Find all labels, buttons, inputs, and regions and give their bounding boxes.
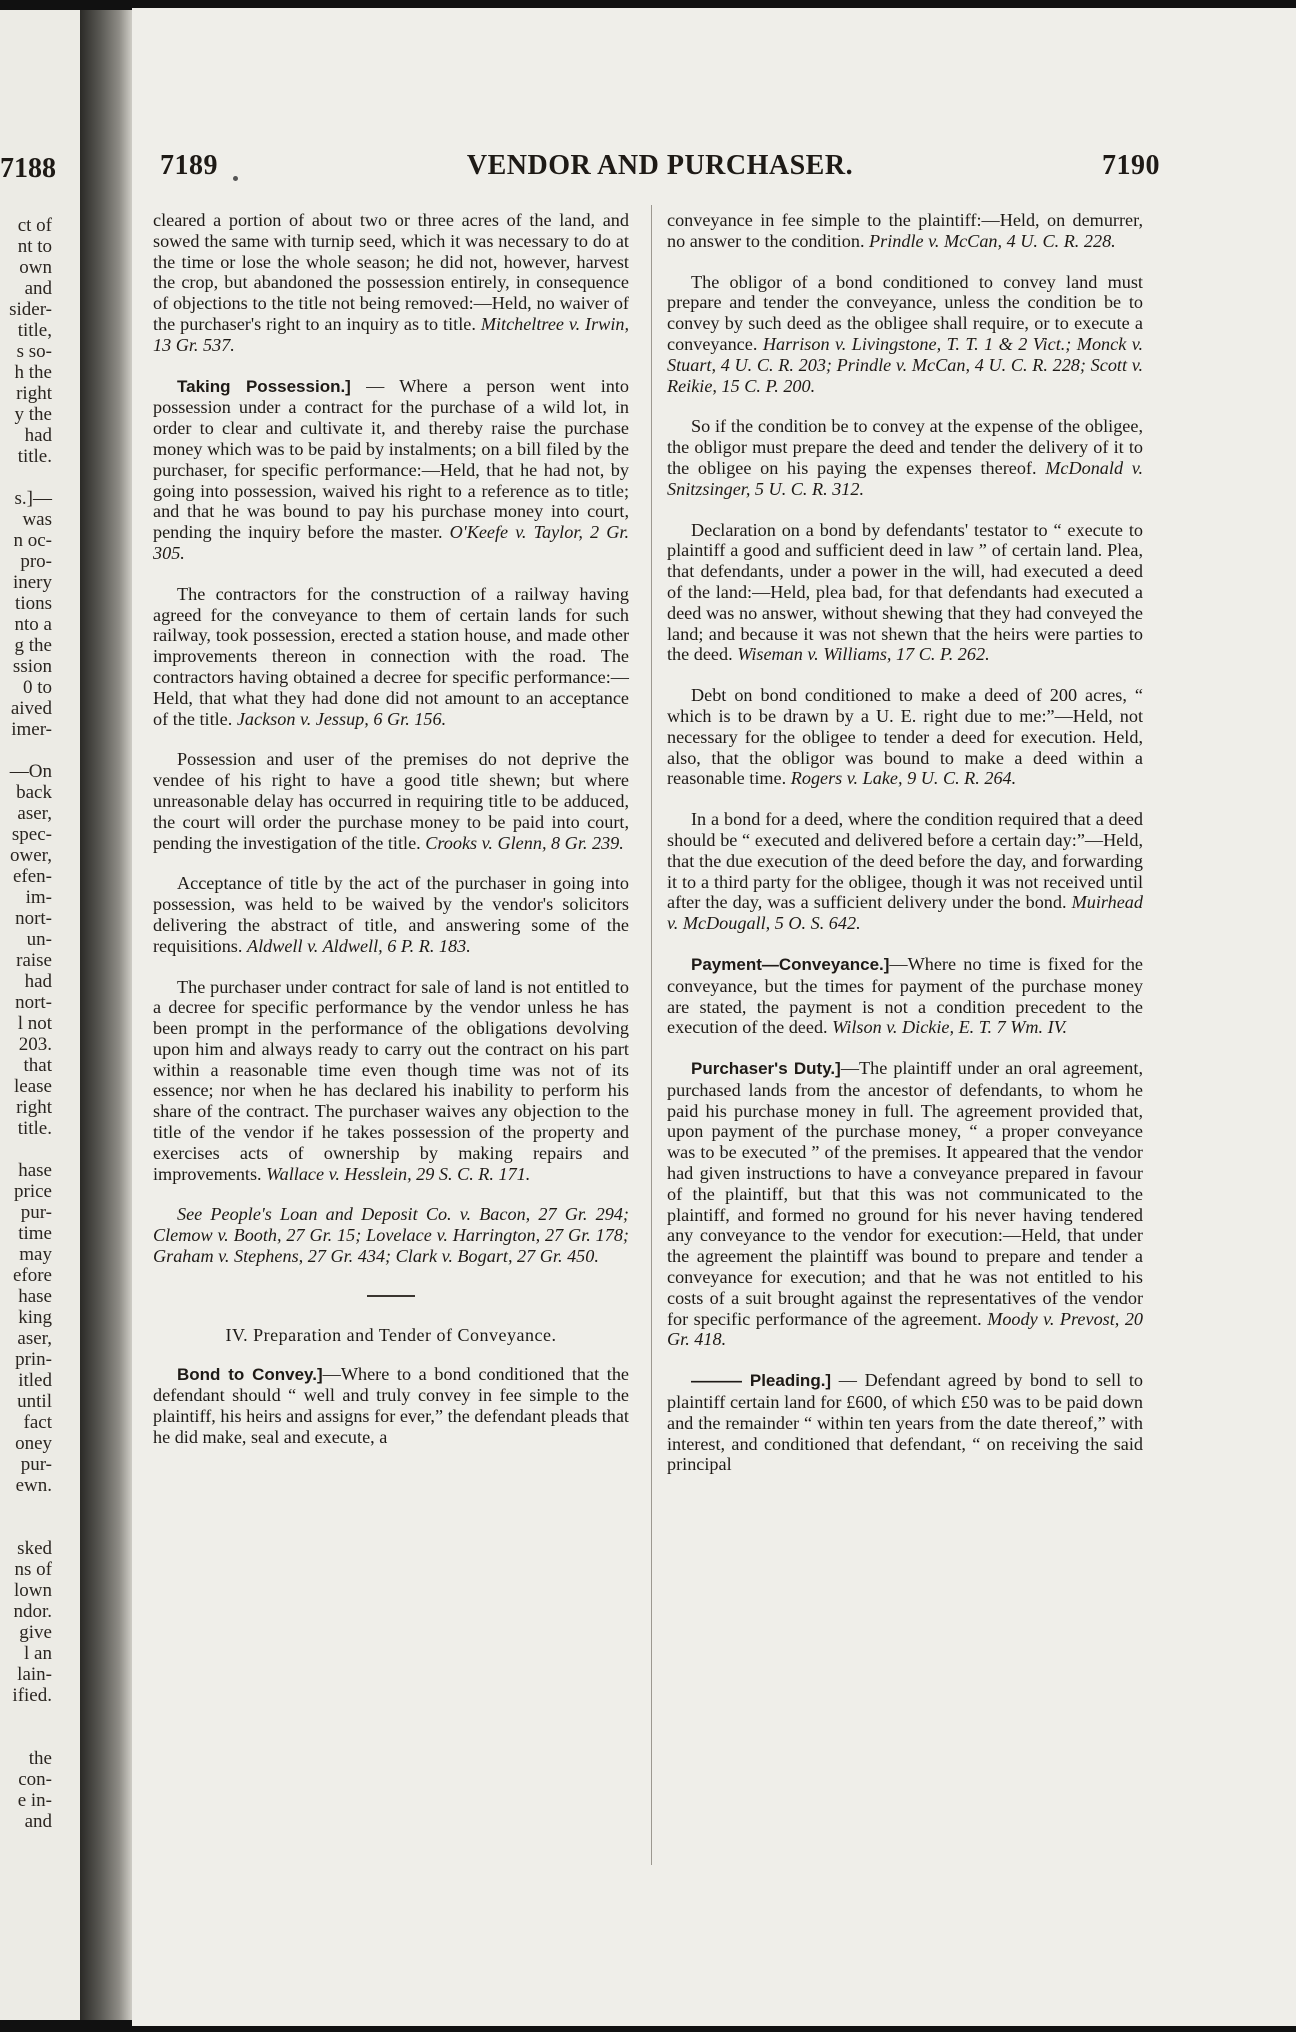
case-citation: McDonald v. Snitzsinger, 5 U. C. R. 312. bbox=[667, 457, 1144, 499]
previous-page-fragment: ower, bbox=[10, 845, 52, 866]
left-column bbox=[153, 210, 629, 1468]
previous-page-fragment: con- bbox=[18, 1769, 52, 1790]
previous-page-fragment: itled bbox=[18, 1370, 52, 1391]
previous-page-fragment bbox=[0, 1706, 52, 1727]
previous-page-fragment: fact bbox=[23, 1412, 52, 1433]
previous-page-fragment: l not bbox=[17, 1013, 52, 1034]
case-paragraph bbox=[667, 272, 1143, 397]
previous-page-fragment: sked bbox=[17, 1538, 52, 1559]
previous-page-fragment: l an bbox=[24, 1643, 52, 1664]
case-citation: O'Keefe v. Taylor, 2 Gr. 305. bbox=[153, 522, 629, 563]
previous-page-fragment: had bbox=[24, 971, 52, 992]
previous-page-fragment: pur- bbox=[20, 1454, 52, 1475]
previous-page-fragment: un- bbox=[26, 929, 52, 950]
case-paragraph bbox=[153, 873, 629, 956]
paragraph-heading: ——— Pleading.] bbox=[691, 1371, 832, 1391]
case-paragraph bbox=[667, 520, 1143, 666]
left-page-number: 7189 bbox=[160, 150, 218, 181]
previous-page-fragment: time bbox=[18, 1223, 52, 1244]
case-paragraph bbox=[153, 749, 629, 853]
previous-page-fragment: nort- bbox=[15, 992, 52, 1013]
previous-page-fragment bbox=[0, 467, 52, 488]
previous-page-fragment: title. bbox=[17, 446, 52, 467]
previous-page-fragment: ewn. bbox=[15, 1475, 52, 1496]
previous-page-fragment: lain- bbox=[17, 1664, 52, 1685]
case-citation: Harrison v. Livingstone, T. T. 1 & 2 Vict.; Monck v. Stuart, 4 U. C. R. 203; Prindle v. McCan, 4 U. C. R. 228; Scott v. Reikie, 15 C. P. 200. bbox=[667, 333, 1143, 396]
previous-page-fragment bbox=[0, 740, 52, 761]
case-paragraph bbox=[153, 584, 629, 730]
paragraph-text: Possession and user of the premises do not deprive the vendee of his right to have a good title shewn; but where unreasonable delay has occurred in requiring title to be adduced, the court will order the purchase money to be paid into court, pending the investigation of the title. bbox=[153, 749, 629, 853]
previous-page-fragment: s.]— bbox=[14, 488, 52, 509]
case-citation: Muirhead v. McDougall, 5 O. S. 642. bbox=[667, 892, 1143, 934]
case-paragraph bbox=[667, 685, 1143, 789]
case-paragraph bbox=[153, 1364, 629, 1448]
previous-page-fragment: title, bbox=[17, 320, 52, 341]
previous-page-fragment: tions bbox=[15, 593, 52, 614]
section-title: IV. Preparation and Tender of Conveyance. bbox=[225, 1324, 557, 1345]
case-citation: Rogers v. Lake, 9 U. C. R. 264. bbox=[790, 768, 1017, 789]
previous-page-fragment: was bbox=[22, 509, 52, 530]
previous-page-fragment: give bbox=[19, 1622, 52, 1643]
case-citation: Mitcheltree v. Irwin, 13 Gr. 537. bbox=[153, 313, 630, 355]
previous-page-fragment: s so- bbox=[16, 341, 52, 362]
previous-page-fragment: title. bbox=[17, 1118, 52, 1139]
paragraph-text: Debt on bond conditioned to make a deed of 200 acres, “ which is to be drawn by a U. E. right due to me:”—Held, not necessary for the obligee to tender a deed for execution. Held, also, that the obligor was bound to make a deed within a reasonable time. bbox=[667, 685, 1143, 789]
previous-page-fragment: and bbox=[24, 1811, 52, 1832]
previous-page-fragment: had bbox=[24, 425, 52, 446]
previous-page-edge bbox=[0, 10, 88, 2020]
book-gutter bbox=[80, 10, 132, 2020]
right-page-number: 7190 bbox=[1102, 150, 1160, 181]
previous-page-fragment: nort- bbox=[15, 908, 52, 929]
paragraph-text: —The plaintiff under an oral agreement, purchased lands from the ancestor of defendants, to whom he paid his purchase money in full. The agreement provided that, upon payment of the purchase money, “ a proper conveyance was to be executed ” of the premises. It appeared that the vendor had given instructions to have a conveyance prepared in favour of the plaintiff, but that this was not communicated to the plaintiff, and formed no ground for his never having tendered any conveyance to the vendor for execution:—Held, that under the agreement the plaintiff was bound to prepare and tender a conveyance for execution; and that he was not entitled to his costs of a suit brought against the representatives of the vendor for specific performance of the agreement. bbox=[667, 1058, 1144, 1329]
previous-page-fragment: lease bbox=[14, 1076, 52, 1097]
previous-page-fragment: —On bbox=[9, 761, 52, 782]
previous-page-fragment: lown bbox=[14, 1580, 52, 1601]
previous-page-fragment: sider- bbox=[9, 299, 52, 320]
previous-page-fragment: ns of bbox=[14, 1559, 52, 1580]
previous-page-fragment: may bbox=[19, 1244, 52, 1265]
case-citation: Aldwell v. Aldwell, 6 P. R. 183. bbox=[246, 935, 471, 956]
previous-page-fragment: right bbox=[16, 1097, 52, 1118]
previous-page-fragment: prin- bbox=[15, 1349, 52, 1370]
paragraph-text: — Where a person went into possession under a contract for the purchase of a wild lot, in order to clear and cultivate it, and thereby raise the purchase money which was to be paid by instalments; on a bill filed by the purchaser, for specific performance:—Held, that he had not, by going into possession, waived his right to a reference as to title; and that he was bound to pay his purchase money into court, pending the inquiry before the master. bbox=[153, 375, 629, 543]
case-paragraph bbox=[667, 954, 1143, 1038]
previous-page-fragment bbox=[0, 1496, 52, 1517]
paragraph-heading: Payment—Conveyance.] bbox=[691, 954, 890, 974]
paragraph-text: Declaration on a bond by defendants' testator to “ execute to plaintiff a good and sufficient deed in law ” of certain land. Plea, that defendants, under a power in the will, had executed a deed of the land:—Held, plea bad, for that defendants had executed a deed was no answer, without shewing that they had conveyed the land; and because it was not shewn that the heirs were parties to the deed. bbox=[667, 519, 1143, 665]
case-citation: Wiseman v. Williams, 17 C. P. 262. bbox=[737, 644, 990, 665]
previous-page-fragment: oney bbox=[15, 1433, 52, 1454]
paragraph-text: The contractors for the construction of a railway having agreed for the conveyance to them of certain lands for such railway, took possession, erected a station house, and made other improvements thereon in connection with the road. The contractors having obtained a decree for specific performance:—Held, that what they had done did not amount to an acceptance of the title. bbox=[153, 583, 629, 729]
paragraph-heading: Taking Possession.] bbox=[177, 376, 351, 396]
see-also-paragraph bbox=[153, 1204, 629, 1266]
paragraph-text: See People's Loan and Deposit Co. v. Bacon, 27 Gr. 294; Clemow v. Booth, 27 Gr. 15; Lovelace v. Harrington, 27 Gr. 178; Graham v. Stephens, 27 Gr. 434; Clark v. Bogart, 27 Gr. 450. bbox=[153, 1204, 629, 1267]
previous-page-fragment: pro- bbox=[20, 551, 52, 572]
previous-page-fragment: g the bbox=[14, 635, 52, 656]
paragraph-text: In a bond for a deed, where the condition required that a deed should be “ executed and delivered before a certain day:”—Held, that the due execution of the deed before the day, and forwarding it to a third party for the obligee, though it was not received until after the day, was a sufficient delivery under the bond. bbox=[667, 809, 1143, 913]
previous-page-fragment: n oc- bbox=[13, 530, 52, 551]
previous-page-fragment: spec- bbox=[11, 824, 52, 845]
previous-page-fragment: ssion bbox=[12, 656, 52, 677]
paragraph-text: — Defendant agreed by bond to sell to plaintiff certain land for £600, of which £50 was to be paid down and the remainder “ within ten years from the date thereof,” with interest, and conditioned that defendant, “ on receiving the said principal bbox=[667, 1370, 1143, 1475]
paragraph-text: The purchaser under contract for sale of land is not entitled to a decree for specific performance by the vendor unless he has been prompt in the performance of the obligations devolving upon him and always ready to carry out the contract on his part within a reasonable time even though time was not of its essence; nor when he has declared his inability to perform his share of the contract. The purchaser waives any objection to the title of the vendor if he takes possession of the property and exercises acts of ownership by making repairs and improvements. bbox=[153, 976, 629, 1184]
previous-page-fragment: ct of bbox=[17, 215, 52, 236]
previous-page-fragment: aser, bbox=[17, 1328, 52, 1349]
previous-page-fragment: y the bbox=[14, 404, 52, 425]
previous-page-fragment: the bbox=[28, 1748, 52, 1769]
previous-page-fragment: e in- bbox=[17, 1790, 52, 1811]
paragraph-heading: Purchaser's Duty.] bbox=[691, 1059, 841, 1079]
previous-page-number: 7188 bbox=[0, 153, 56, 184]
previous-page-fragment: back bbox=[16, 782, 52, 803]
previous-page-fragment: that bbox=[23, 1055, 52, 1076]
column-divider bbox=[651, 205, 652, 1865]
previous-page-fragment: pur- bbox=[20, 1202, 52, 1223]
paragraph-heading: Bond to Convey.] bbox=[177, 1364, 323, 1384]
case-paragraph bbox=[153, 210, 629, 356]
case-paragraph bbox=[667, 416, 1143, 499]
paragraph-text: —Where to a bond conditioned that the defendant should “ well and truly convey in fee simple to the plaintiff, his heirs and assigns for ever,” the defendant pleads that he did make, seal and execute, a bbox=[153, 1363, 630, 1448]
paragraph-text: cleared a portion of about two or three acres of the land, and sowed the same with turnip seed, which it was necessary to do at the time or lose the whole season; he did not, however, harvest the crop, but abandoned the possession entirely, in consequence of objections to the title not being removed:—Held, no waiver of the purchaser's right to an inquiry as to title. bbox=[153, 210, 629, 334]
previous-page-fragment: efen- bbox=[12, 866, 52, 887]
previous-page-fragment: aived bbox=[10, 698, 52, 719]
previous-page-fragment bbox=[0, 1517, 52, 1538]
previous-page-fragment: hase bbox=[18, 1286, 52, 1307]
previous-page-fragment: right bbox=[16, 383, 52, 404]
case-paragraph bbox=[667, 1058, 1143, 1350]
previous-page-fragment: im- bbox=[25, 887, 52, 908]
previous-page-fragment: 0 to bbox=[22, 677, 52, 698]
section-rule bbox=[367, 1295, 415, 1297]
previous-page-fragment: king bbox=[18, 1307, 52, 1328]
previous-page-fragment: nto a bbox=[14, 614, 52, 635]
previous-page-fragment: own bbox=[19, 257, 52, 278]
previous-page-fragment: until bbox=[17, 1391, 52, 1412]
case-citation: Wilson v. Dickie, E. T. 7 Wm. IV. bbox=[832, 1017, 1068, 1038]
previous-page-fragment: hase bbox=[18, 1160, 52, 1181]
page-title: VENDOR AND PURCHASER. bbox=[466, 150, 854, 181]
paragraph-text: conveyance in fee simple to the plaintiff:—Held, on demurrer, no answer to the condition. bbox=[667, 210, 1143, 251]
running-header bbox=[160, 150, 1160, 186]
case-paragraph bbox=[667, 809, 1143, 934]
previous-page-fragment bbox=[0, 1139, 52, 1160]
previous-page-fragment: aser, bbox=[17, 803, 52, 824]
previous-page-fragment bbox=[0, 1727, 52, 1748]
case-paragraph bbox=[667, 210, 1143, 252]
case-paragraph bbox=[153, 977, 629, 1185]
previous-page-fragment: ified. bbox=[12, 1685, 52, 1706]
paragraph-text: Acceptance of title by the act of the purchaser in going into possession, was held to be waived by the vendor's solicitors delivering the abstract of title, and answering some of the requisitions. bbox=[153, 873, 629, 956]
case-citation: Prindle v. McCan, 4 U. C. R. 228. bbox=[869, 230, 1116, 251]
case-citation: Crooks v. Glenn, 8 Gr. 239. bbox=[425, 832, 624, 853]
previous-page-fragment: raise bbox=[16, 950, 52, 971]
previous-page-text-fragments bbox=[0, 215, 52, 1832]
case-paragraph bbox=[667, 1370, 1143, 1475]
previous-page-fragment: h the bbox=[14, 362, 52, 383]
previous-page-fragment: and bbox=[24, 278, 52, 299]
right-column bbox=[667, 210, 1143, 1495]
previous-page-fragment: ndor. bbox=[13, 1601, 52, 1622]
paragraph-text: The obligor of a bond conditioned to convey land must prepare and tender the conveyance, unless the condition be to convey by such deed as the obligee shall require, or to execute a conveyance. bbox=[667, 271, 1143, 354]
case-paragraph bbox=[153, 376, 629, 564]
previous-page-fragment: nt to bbox=[17, 236, 52, 257]
case-citation: Wallace v. Hesslein, 29 S. C. R. 171. bbox=[266, 1163, 531, 1184]
paragraph-text: —Where no time is fixed for the conveyance, but the times for payment of the purchase money are stated, the payment is not a condition precedent to the execution of the deed. bbox=[667, 953, 1143, 1038]
paragraph-text: So if the condition be to convey at the expense of the obligee, the obligor must prepare the deed and tender the delivery of it to the obligee on his paying the expenses thereof. bbox=[667, 416, 1143, 478]
previous-page-fragment: price bbox=[14, 1181, 52, 1202]
case-citation: Jackson v. Jessup, 6 Gr. 156. bbox=[236, 708, 447, 729]
previous-page-fragment: imer- bbox=[11, 719, 52, 740]
previous-page-fragment: efore bbox=[12, 1265, 52, 1286]
previous-page-fragment: inery bbox=[12, 572, 52, 593]
case-citation: Moody v. Prevost, 20 Gr. 418. bbox=[667, 1308, 1144, 1350]
previous-page-fragment: 203. bbox=[18, 1034, 52, 1055]
